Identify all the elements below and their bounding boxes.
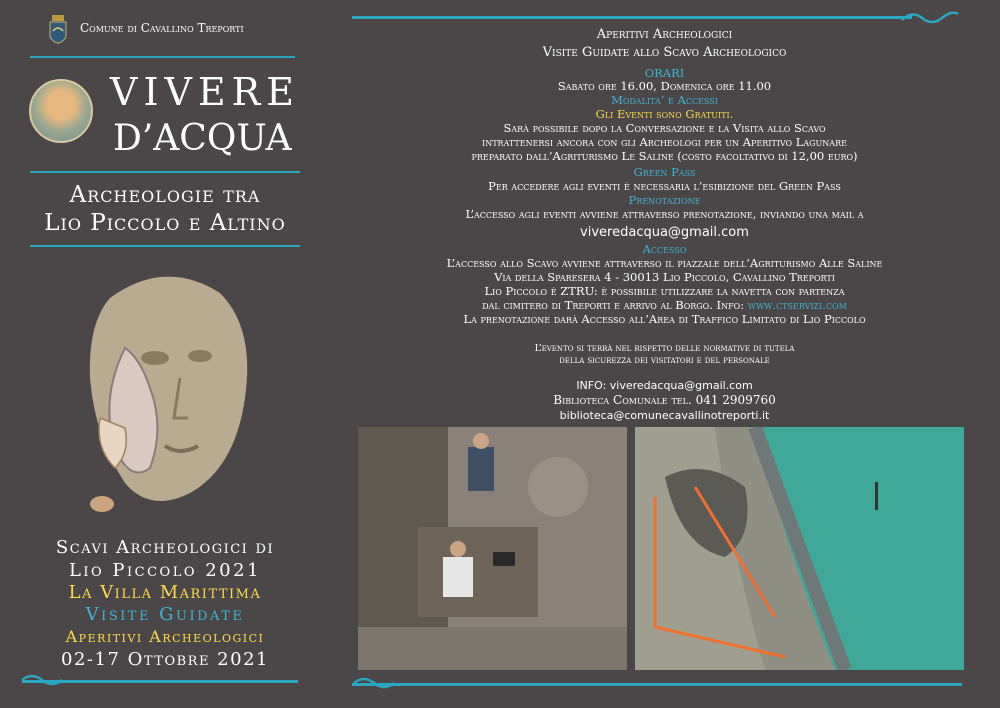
lagoon-villa-logo-icon [29,79,93,143]
event-line-6: 02-17 Ottobre 2021 [61,649,269,670]
aperitivo-line-2: intrattenersi ancora con gli Archeologi per un Aperitivo Lagunare [482,135,847,149]
right-subheading: Visite Guidate allo Scavo Archeologico [542,45,787,60]
orari-text: Sabato ore 16.00, Domenica ore 11.00 [557,79,772,93]
title-rule [30,171,300,173]
comune-name: Comune di Cavallino Treporti [80,21,244,35]
top-rule-right [352,16,912,19]
biblioteca-email-link[interactable]: biblioteca@comunecavallinotreporti.it [559,409,770,422]
modalita-label: Modalita’ e Accessi [611,93,718,107]
event-line-3: La Villa Marittima [68,582,262,603]
prenotazione-label: Prenotazione [628,193,701,207]
subtitle-line-2: Lio Piccolo e Altino [44,210,286,236]
ctservizi-link[interactable]: www.ctservizi.com [747,298,847,312]
event-line-5: Aperitivi Archeologici [65,627,265,646]
title-line-2: D’ACQUA [113,118,292,159]
aperitivo-line-3: preparato dall’Agriturismo Le Saline (costo facoltativo di 12,00 euro) [471,149,858,163]
prenotazione-text: L’accesso agli eventi avviene attraverso prenotazione, inviando una mail a [465,207,864,221]
biblioteca-line: Biblioteca Comunale tel. 041 2909760 [553,393,776,407]
event-line-2: Lio Piccolo 2021 [68,560,262,581]
accesso-line-4-text: dal cimitero di Treporti e arrivo al Borgo. Info: [482,298,748,312]
subtitle-line-1: Archeologie tra [69,182,261,208]
title-line-1: VIVERE [110,70,300,114]
event-line-4: Visite Guidate [85,604,245,625]
accesso-line-5: La prenotazione darà Accesso all’Area di Traffico Limitato di Lio Piccolo [463,312,866,326]
aperitivo-line-1: Sarà possibile dopo la Conversazione e la Visita allo Scavo [503,121,826,135]
booking-email-link[interactable]: viveredacqua@gmail.com [580,225,749,240]
wave-ornament-bottom-left [20,672,65,690]
wave-ornament-bottom-right [352,675,397,693]
subtitle-rule [30,245,300,247]
accesso-line-1: L’accesso allo Scavo avviene attraverso il piazzale dell’Agriturismo Alle Saline [446,256,883,270]
theater-mask-with-shells-image [70,268,260,518]
event-line-1: Scavi Archeologici di [55,537,275,558]
greenpass-label: Green Pass [633,165,696,179]
top-rule-left [30,56,295,58]
info-line: INFO: viveredacqua@gmail.com [576,379,753,392]
orari-label: ORARI [644,66,685,80]
note-line-2: della sicurezza dei visitatori e del personale [559,355,770,366]
bottom-rule-right [352,683,962,686]
note-line-1: L’evento si terrà nel rispetto delle normative di tutela [534,343,795,354]
wave-ornament-top-right [900,8,960,28]
municipal-crest-icon [49,15,67,49]
excavation-photo [358,427,627,670]
accesso-line-3: Lio Piccolo è ZTRU: è possibile utilizzare la navetta con partenza [484,284,845,298]
lagoon-aerial-photo [635,427,964,670]
accesso-line-4 [352,299,977,312]
greenpass-text: Per accedere agli eventi è necessaria l’esibizione del Green Pass [488,179,841,193]
right-heading: Aperitivi Archeologici [596,27,733,42]
gratuiti-text: Gli Eventi sono Gratuiti. [595,107,734,121]
accesso-line-2: Via della Sparesera 4 - 30013 Lio Piccolo, Cavallino Treporti [494,270,835,284]
accesso-label: Accesso [642,242,687,256]
